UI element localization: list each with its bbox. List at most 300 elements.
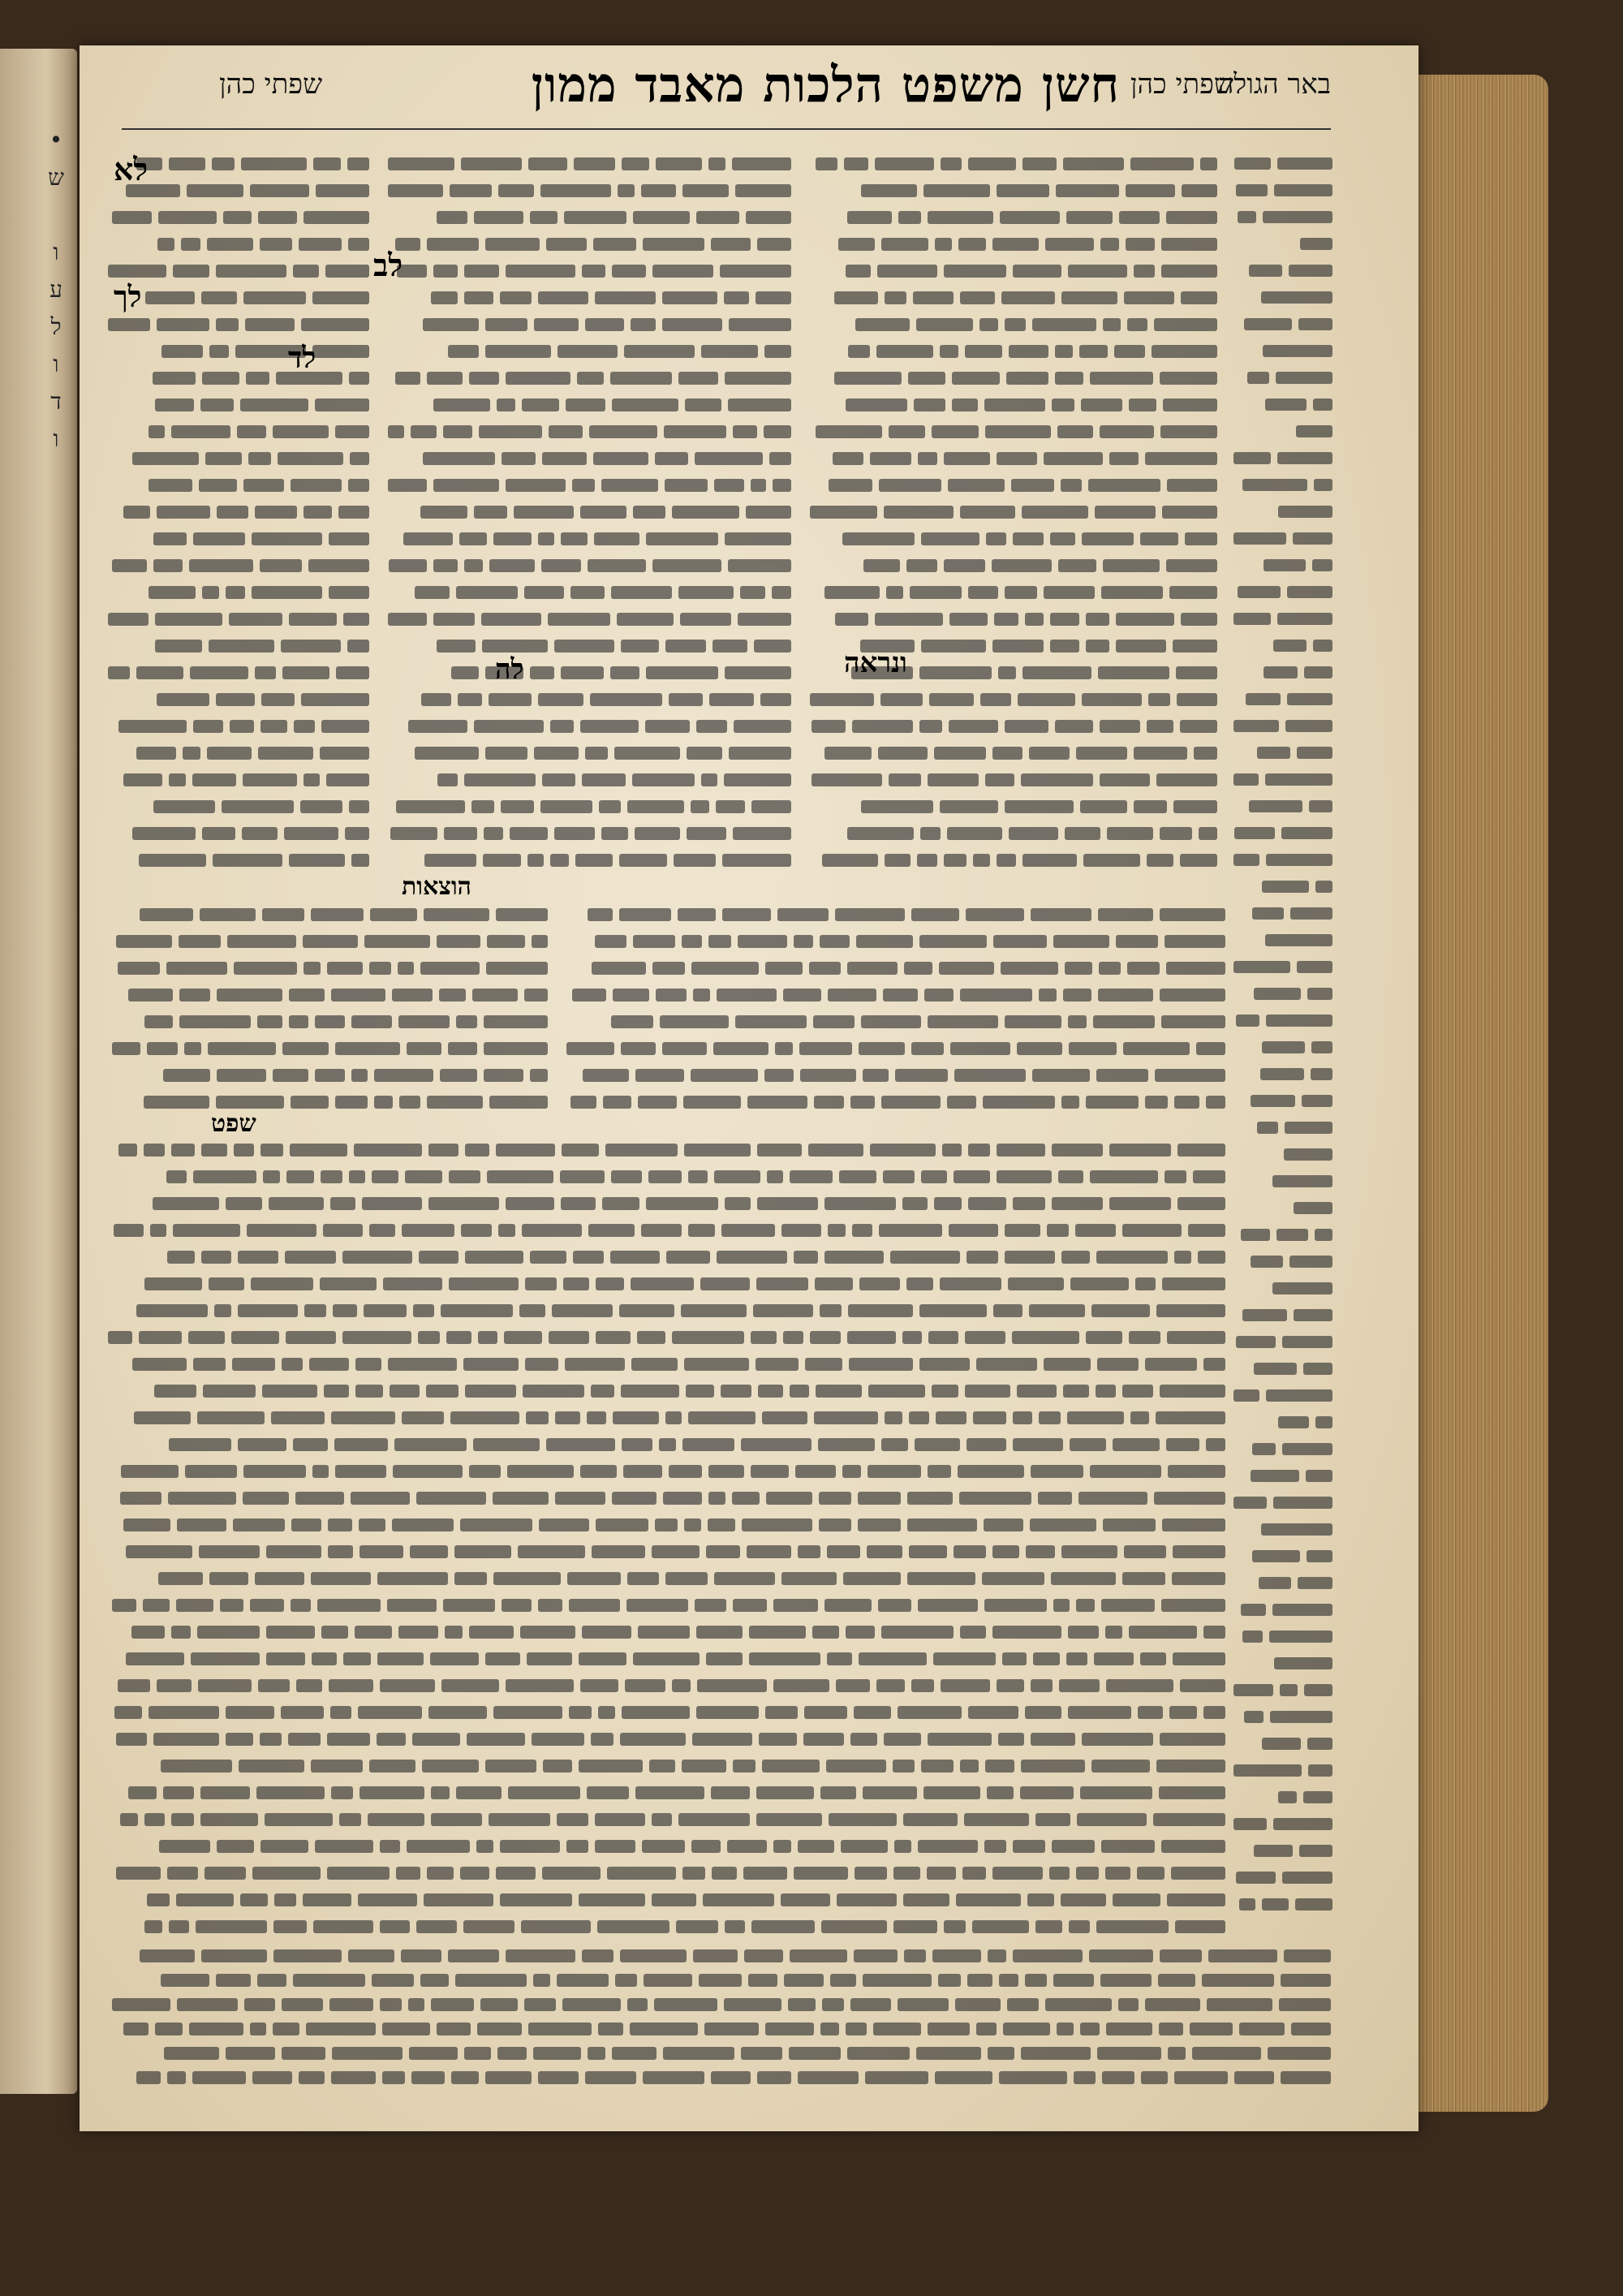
word-mark bbox=[722, 908, 771, 921]
word-mark bbox=[237, 425, 266, 438]
word-mark bbox=[500, 1893, 572, 1906]
text-column-4 bbox=[560, 901, 1225, 1115]
word-mark bbox=[1180, 720, 1217, 733]
word-mark bbox=[269, 1197, 324, 1210]
word-mark bbox=[1061, 479, 1082, 492]
word-mark bbox=[696, 1706, 759, 1719]
word-mark bbox=[598, 1706, 615, 1719]
text-line bbox=[1227, 552, 1332, 579]
word-mark bbox=[635, 1786, 704, 1799]
word-mark bbox=[1265, 773, 1332, 786]
word-mark bbox=[153, 532, 187, 545]
word-mark bbox=[1005, 1015, 1061, 1028]
text-line bbox=[381, 150, 791, 177]
word-mark bbox=[881, 1096, 941, 1109]
word-mark bbox=[1242, 479, 1307, 491]
word-mark bbox=[1266, 1014, 1332, 1027]
text-line bbox=[803, 338, 1217, 364]
word-mark bbox=[988, 1949, 1006, 1962]
word-mark bbox=[1278, 1791, 1297, 1803]
word-mark bbox=[966, 1251, 998, 1264]
word-mark bbox=[580, 506, 626, 519]
word-mark bbox=[456, 1786, 502, 1799]
word-mark bbox=[472, 989, 518, 1002]
word-mark bbox=[1273, 1818, 1332, 1830]
word-mark bbox=[1175, 1920, 1225, 1933]
text-line bbox=[1227, 1570, 1332, 1596]
word-mark bbox=[1160, 908, 1225, 921]
word-mark bbox=[1159, 1786, 1225, 1799]
word-mark bbox=[885, 1411, 902, 1424]
word-mark bbox=[847, 827, 914, 840]
word-mark bbox=[1287, 693, 1332, 705]
word-mark bbox=[773, 1679, 829, 1692]
word-mark bbox=[144, 1015, 173, 1028]
word-mark bbox=[847, 962, 898, 975]
word-mark bbox=[421, 693, 451, 706]
word-mark bbox=[577, 372, 604, 385]
word-mark bbox=[465, 1251, 523, 1264]
word-mark bbox=[1168, 1465, 1225, 1478]
word-mark bbox=[464, 291, 493, 304]
header-shach-right: שפתי כהן bbox=[1130, 68, 1233, 101]
word-mark bbox=[627, 1998, 648, 2011]
word-mark bbox=[863, 559, 900, 572]
word-mark bbox=[777, 908, 829, 921]
word-mark bbox=[437, 773, 458, 786]
word-mark bbox=[819, 1518, 851, 1531]
word-mark bbox=[659, 1438, 676, 1451]
word-mark bbox=[997, 1170, 1052, 1183]
text-line bbox=[560, 954, 1225, 981]
word-mark bbox=[1196, 1042, 1225, 1055]
word-mark bbox=[1262, 1041, 1305, 1053]
word-mark bbox=[1182, 184, 1217, 197]
text-line bbox=[101, 605, 369, 632]
word-mark bbox=[281, 640, 341, 653]
word-mark bbox=[157, 506, 210, 519]
word-mark bbox=[471, 800, 494, 813]
text-line bbox=[101, 1431, 1225, 1458]
word-mark bbox=[485, 1760, 536, 1773]
word-mark bbox=[1281, 1974, 1331, 1987]
word-mark bbox=[907, 1518, 977, 1531]
word-mark bbox=[500, 291, 532, 304]
word-mark bbox=[497, 398, 515, 411]
word-mark bbox=[1055, 720, 1093, 733]
word-mark bbox=[873, 2022, 921, 2035]
text-line bbox=[803, 204, 1217, 230]
word-mark bbox=[1076, 1867, 1099, 1880]
word-mark bbox=[588, 908, 613, 921]
word-mark bbox=[518, 1545, 585, 1558]
word-mark bbox=[433, 398, 490, 411]
word-mark bbox=[1103, 559, 1160, 572]
word-mark bbox=[1264, 666, 1298, 678]
word-mark bbox=[1130, 1411, 1149, 1424]
text-line bbox=[101, 1243, 1225, 1270]
word-mark bbox=[746, 506, 791, 519]
text-line bbox=[803, 498, 1217, 525]
word-mark bbox=[239, 1760, 304, 1773]
word-mark bbox=[312, 1465, 329, 1478]
word-mark bbox=[812, 1626, 839, 1639]
word-mark bbox=[262, 1385, 317, 1398]
word-mark bbox=[816, 157, 837, 170]
word-mark bbox=[941, 157, 962, 170]
word-mark bbox=[193, 720, 223, 733]
word-mark bbox=[1233, 1764, 1302, 1777]
word-mark bbox=[546, 238, 587, 251]
text-line bbox=[1227, 659, 1332, 686]
word-mark bbox=[681, 1304, 747, 1317]
text-line bbox=[1227, 1596, 1332, 1623]
word-mark bbox=[157, 318, 209, 331]
word-mark bbox=[814, 1411, 878, 1424]
word-mark bbox=[803, 1733, 844, 1746]
word-mark bbox=[282, 1998, 323, 2011]
text-line bbox=[1227, 954, 1332, 980]
word-mark bbox=[818, 1438, 875, 1451]
word-mark bbox=[530, 1251, 566, 1264]
word-mark bbox=[958, 1465, 1024, 1478]
text-line bbox=[381, 686, 791, 713]
word-mark bbox=[555, 1492, 605, 1505]
word-mark bbox=[176, 1893, 234, 1906]
word-mark bbox=[765, 1706, 798, 1719]
word-mark bbox=[460, 1518, 532, 1531]
word-mark bbox=[783, 989, 821, 1002]
footnotes bbox=[101, 1944, 1331, 2090]
word-mark bbox=[569, 1599, 620, 1612]
word-mark bbox=[962, 1867, 986, 1880]
word-mark bbox=[881, 1626, 954, 1639]
word-mark bbox=[700, 1277, 750, 1290]
word-mark bbox=[1065, 962, 1092, 975]
word-mark bbox=[233, 1518, 285, 1531]
word-mark bbox=[1033, 1652, 1060, 1665]
word-mark bbox=[1233, 532, 1286, 545]
word-mark bbox=[747, 1096, 807, 1109]
word-mark bbox=[992, 640, 1044, 653]
caption-lh: לה bbox=[495, 653, 524, 686]
word-mark bbox=[1208, 1949, 1277, 1962]
text-line bbox=[381, 364, 791, 391]
word-mark bbox=[1051, 1572, 1116, 1585]
word-mark bbox=[112, 1042, 140, 1055]
word-mark bbox=[349, 1170, 365, 1183]
word-mark bbox=[583, 1069, 629, 1082]
word-mark bbox=[1025, 613, 1044, 626]
word-mark bbox=[706, 1545, 740, 1558]
word-mark bbox=[683, 1096, 741, 1109]
word-mark bbox=[567, 1572, 621, 1585]
word-mark bbox=[554, 640, 614, 653]
word-mark bbox=[257, 1974, 286, 1987]
word-mark bbox=[510, 827, 548, 840]
word-mark bbox=[474, 211, 523, 224]
word-mark bbox=[749, 1652, 820, 1665]
word-mark bbox=[1052, 1144, 1103, 1157]
word-mark bbox=[231, 1331, 279, 1344]
word-mark bbox=[290, 1144, 347, 1157]
word-mark bbox=[316, 184, 369, 197]
word-mark bbox=[132, 827, 196, 840]
word-mark bbox=[128, 989, 173, 1002]
text-line bbox=[1227, 579, 1332, 605]
word-mark bbox=[691, 800, 709, 813]
word-mark bbox=[1098, 666, 1169, 679]
word-mark bbox=[266, 1626, 315, 1639]
word-mark bbox=[958, 238, 986, 251]
word-mark bbox=[1259, 1577, 1291, 1589]
word-mark bbox=[678, 1813, 750, 1826]
word-mark bbox=[167, 1867, 198, 1880]
word-mark bbox=[985, 425, 1051, 438]
text-line bbox=[101, 364, 369, 391]
word-mark bbox=[1233, 1389, 1259, 1402]
word-mark bbox=[1282, 1336, 1332, 1348]
word-mark bbox=[1254, 1363, 1297, 1375]
word-mark bbox=[355, 1358, 381, 1371]
word-mark bbox=[757, 238, 791, 251]
word-mark bbox=[1207, 1998, 1272, 2011]
word-mark bbox=[1249, 265, 1282, 277]
word-mark bbox=[1134, 265, 1155, 278]
word-mark bbox=[1155, 1069, 1225, 1082]
word-mark bbox=[1160, 1949, 1202, 1962]
word-mark bbox=[303, 1893, 351, 1906]
text-line bbox=[803, 391, 1217, 418]
text-line bbox=[803, 418, 1217, 445]
text-line bbox=[1227, 311, 1332, 338]
word-mark bbox=[834, 372, 902, 385]
word-mark bbox=[1260, 1068, 1304, 1080]
word-mark bbox=[883, 989, 918, 1002]
word-mark bbox=[682, 184, 728, 197]
word-mark bbox=[950, 1042, 1010, 1055]
word-mark bbox=[585, 2071, 636, 2084]
text-line bbox=[101, 632, 369, 659]
word-mark bbox=[579, 1652, 626, 1665]
word-mark bbox=[506, 1197, 554, 1210]
word-mark bbox=[834, 291, 878, 304]
word-mark bbox=[157, 238, 174, 251]
word-mark bbox=[263, 1170, 280, 1183]
word-mark bbox=[733, 1599, 767, 1612]
text-line bbox=[803, 552, 1217, 579]
word-mark bbox=[741, 1438, 812, 1451]
word-mark bbox=[923, 1786, 980, 1799]
word-mark bbox=[1233, 613, 1271, 625]
word-mark bbox=[331, 2071, 376, 2084]
word-mark bbox=[433, 559, 458, 572]
word-mark bbox=[1165, 1170, 1186, 1183]
word-mark bbox=[114, 1706, 142, 1719]
text-line bbox=[1227, 1382, 1332, 1409]
word-mark bbox=[879, 1224, 942, 1237]
word-mark bbox=[1035, 1920, 1062, 1933]
text-line bbox=[101, 1645, 1225, 1672]
word-mark bbox=[336, 666, 369, 679]
word-mark bbox=[1308, 1764, 1332, 1777]
word-mark bbox=[296, 1679, 322, 1692]
word-mark bbox=[388, 184, 443, 197]
word-mark bbox=[437, 211, 467, 224]
word-mark bbox=[1282, 1872, 1332, 1884]
word-mark bbox=[1134, 800, 1167, 813]
word-mark bbox=[1044, 586, 1095, 599]
word-mark bbox=[407, 1840, 470, 1853]
word-mark bbox=[177, 1998, 238, 2011]
word-mark bbox=[692, 1733, 752, 1746]
text-line bbox=[803, 230, 1217, 257]
word-mark bbox=[1061, 1251, 1090, 1264]
word-mark bbox=[315, 1069, 345, 1082]
word-mark bbox=[538, 693, 583, 706]
word-mark bbox=[274, 1893, 296, 1906]
word-mark bbox=[1169, 1706, 1197, 1719]
word-mark bbox=[448, 1949, 499, 1962]
word-mark bbox=[1026, 1545, 1055, 1558]
word-mark bbox=[1137, 1867, 1165, 1880]
text-line bbox=[381, 820, 791, 846]
word-mark bbox=[399, 1096, 420, 1109]
word-mark bbox=[304, 506, 332, 519]
word-mark bbox=[599, 800, 621, 813]
word-mark bbox=[596, 1277, 624, 1290]
word-mark bbox=[1119, 211, 1160, 224]
word-mark bbox=[903, 1893, 949, 1906]
text-line bbox=[803, 605, 1217, 632]
word-mark bbox=[766, 1492, 812, 1505]
word-mark bbox=[734, 720, 791, 733]
word-mark bbox=[480, 1998, 518, 2011]
word-mark bbox=[1002, 1652, 1027, 1665]
word-mark bbox=[1173, 800, 1217, 813]
text-line bbox=[381, 230, 791, 257]
word-mark bbox=[201, 291, 237, 304]
word-mark bbox=[140, 1949, 195, 1962]
word-mark bbox=[1194, 747, 1217, 760]
word-mark bbox=[459, 532, 487, 545]
word-mark bbox=[879, 479, 941, 492]
word-mark bbox=[1168, 2047, 1186, 2060]
word-mark bbox=[1025, 1974, 1047, 1987]
word-mark bbox=[1165, 935, 1225, 948]
text-line bbox=[101, 1297, 1225, 1324]
word-mark bbox=[449, 1277, 519, 1290]
word-mark bbox=[317, 1599, 381, 1612]
word-mark bbox=[440, 1069, 477, 1082]
word-mark bbox=[398, 962, 414, 975]
word-mark bbox=[585, 747, 608, 760]
word-mark bbox=[884, 506, 954, 519]
word-mark bbox=[952, 398, 978, 411]
word-mark bbox=[1264, 559, 1306, 571]
word-mark bbox=[960, 291, 995, 304]
word-mark bbox=[630, 2022, 698, 2035]
word-mark bbox=[528, 2022, 592, 2035]
word-mark bbox=[1268, 2047, 1331, 2060]
word-mark bbox=[624, 345, 695, 358]
word-mark bbox=[693, 1949, 738, 1962]
word-mark bbox=[1127, 318, 1147, 331]
word-mark bbox=[1261, 1523, 1332, 1536]
word-mark bbox=[1021, 1760, 1085, 1773]
text-line bbox=[101, 1725, 1225, 1752]
word-mark bbox=[998, 1733, 1024, 1746]
word-mark bbox=[1238, 586, 1281, 598]
word-mark bbox=[867, 1545, 902, 1558]
word-mark bbox=[1284, 1148, 1332, 1161]
word-mark bbox=[1017, 1042, 1062, 1055]
word-mark bbox=[587, 1786, 629, 1799]
text-line bbox=[381, 177, 791, 204]
word-mark bbox=[1236, 1336, 1276, 1348]
text-line bbox=[101, 311, 369, 338]
word-mark bbox=[648, 1170, 682, 1183]
word-mark bbox=[1263, 345, 1332, 357]
word-mark bbox=[847, 1331, 897, 1344]
word-mark bbox=[960, 1760, 979, 1773]
word-mark bbox=[424, 854, 476, 867]
word-mark bbox=[285, 1251, 336, 1264]
word-mark bbox=[1261, 291, 1332, 304]
word-mark bbox=[311, 1572, 371, 1585]
word-mark bbox=[870, 452, 911, 465]
word-mark bbox=[902, 1331, 922, 1344]
word-mark bbox=[226, 1706, 274, 1719]
word-mark bbox=[291, 1599, 311, 1612]
word-mark bbox=[120, 1492, 161, 1505]
word-mark bbox=[944, 559, 985, 572]
word-mark bbox=[1082, 693, 1142, 706]
word-mark bbox=[238, 1304, 298, 1317]
word-mark bbox=[549, 1331, 589, 1344]
word-mark bbox=[402, 1411, 444, 1424]
text-line bbox=[101, 1163, 1225, 1190]
word-mark bbox=[1145, 1358, 1197, 1371]
word-mark bbox=[1148, 693, 1170, 706]
word-mark bbox=[153, 1733, 219, 1746]
text-line bbox=[101, 981, 548, 1008]
word-mark bbox=[1053, 935, 1109, 948]
word-mark bbox=[848, 345, 870, 358]
word-mark bbox=[601, 827, 628, 840]
word-mark bbox=[1167, 1893, 1225, 1906]
text-line bbox=[381, 713, 791, 739]
text-line bbox=[560, 928, 1225, 954]
word-mark bbox=[205, 452, 242, 465]
text-line bbox=[560, 901, 1225, 928]
word-mark bbox=[335, 425, 369, 438]
word-mark bbox=[485, 747, 527, 760]
word-mark bbox=[665, 479, 708, 492]
word-mark bbox=[1086, 1331, 1123, 1344]
word-mark bbox=[1273, 1497, 1332, 1509]
word-mark bbox=[595, 935, 626, 948]
text-line bbox=[101, 1035, 548, 1062]
header-shach-left: שפתי כהן bbox=[219, 68, 323, 101]
word-mark bbox=[1180, 854, 1217, 867]
word-mark bbox=[301, 318, 369, 331]
word-mark bbox=[626, 1599, 688, 1612]
word-mark bbox=[704, 2022, 759, 2035]
word-mark bbox=[914, 398, 945, 411]
word-mark bbox=[1236, 1014, 1259, 1027]
word-mark bbox=[179, 935, 221, 948]
